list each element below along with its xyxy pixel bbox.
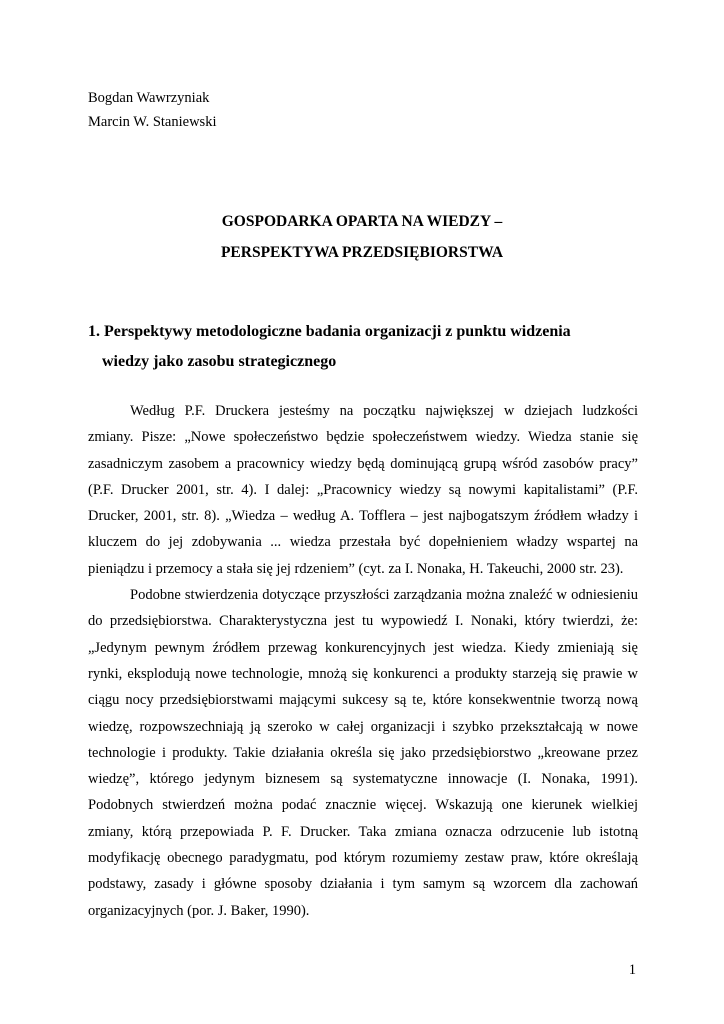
paragraph <box>88 582 638 924</box>
text-line: ciągu nocy przedsiębiorstwami mającymi sukcesy są te, które konsekwentnie tworzą nową <box>88 692 638 709</box>
author-name: Marcin W. Staniewski <box>88 114 217 130</box>
text-line: modyfikację obecnego paradygmatu, pod którym rozumiemy zestaw praw, które określają <box>88 850 638 867</box>
text-line: Drucker, 2001, str. 8). „Wiedza – według A. Tofflera – jest najbogatszym źródłem władzy i <box>88 508 638 525</box>
text-line: wiedzę, rozpowszechniają ją szeroko w całej organizacji i szybko przekształcają w nowe <box>88 718 638 735</box>
author-name: Bogdan Wawrzyniak <box>88 90 210 106</box>
text-line: zmiany, którą przepowiada P. F. Drucker. Taka zmiana oznacza odrzucenie lub istotną <box>88 823 638 840</box>
title-line: GOSPODARKA OPARTA NA WIEDZY – <box>221 213 503 230</box>
text-line: zasadniczym zasobem a pracownicy wiedzy będą dominującą grupą wśród zasobów pracy” <box>88 455 638 472</box>
paragraph <box>88 398 638 582</box>
text-line: pieniądzu i przemocy a stała się jej rdzeniem” (cyt. za I. Nonaka, H. Takeuchi, 2000 str. 23). <box>88 560 624 577</box>
document-title <box>0 206 724 268</box>
heading-line: 1. Perspektywy metodologiczne badania organizacji z punktu widzenia <box>88 323 571 340</box>
text-line: zmiany. Pisze: „Nowe społeczeństwo będzie społeczeństwem wiedzy. Wiedza stanie się <box>88 429 638 446</box>
text-line: podstawy, zasady i główne sposoby działania i tym samym są wzorcem dla zachowań <box>88 876 638 893</box>
text-line: wiedzę”, którego jedynym biznesem są systematyczne innowacje (I. Nonaka, 1991). <box>88 771 638 788</box>
authors <box>88 86 216 134</box>
page-number: 1 <box>628 962 636 978</box>
text-line: „Jedynym pewnym źródłem przewag konkurencyjnych jest wiedza. Kiedy zmieniają się <box>88 639 638 656</box>
section-heading <box>88 317 648 377</box>
heading-line: wiedzy jako zasobu strategicznego <box>102 353 337 370</box>
body-text <box>88 398 638 924</box>
text-line: Podobne stwierdzenia dotyczące przyszłości zarządzania można znaleźć w odniesieniu <box>130 587 638 604</box>
text-line: Podobnych stwierdzeń można podać znacznie więcej. Wskazują one kierunek wielkiej <box>88 797 638 814</box>
text-line: do przedsiębiorstwa. Charakterystyczna jest tu wypowiedź I. Nonaki, który twierdzi, że: <box>88 613 638 630</box>
title-line: PERSPEKTYWA PRZEDSIĘBIORSTWA <box>220 244 504 261</box>
text-line: rynki, eksplodują nowe technologie, mnożą się konkurenci a produkty starzeją się prawie w <box>88 665 638 682</box>
text-line: Według P.F. Druckera jesteśmy na początku największej w dziejach ludzkości <box>130 403 638 419</box>
text-line: organizacyjnych (por. J. Baker, 1990). <box>88 902 310 919</box>
text-line: technologie i produkty. Takie działania określa się jako przedsiębiorstwo „kreowane przez <box>88 744 638 761</box>
text-line: kluczem do jej zdobywania ... wiedza przestała być dopełnieniem władzy wspartej na <box>88 534 638 551</box>
text-line: (P.F. Drucker 2001, str. 4). I dalej: „Pracownicy wiedzy są nowymi kapitalistami” (P.F. <box>88 481 638 498</box>
